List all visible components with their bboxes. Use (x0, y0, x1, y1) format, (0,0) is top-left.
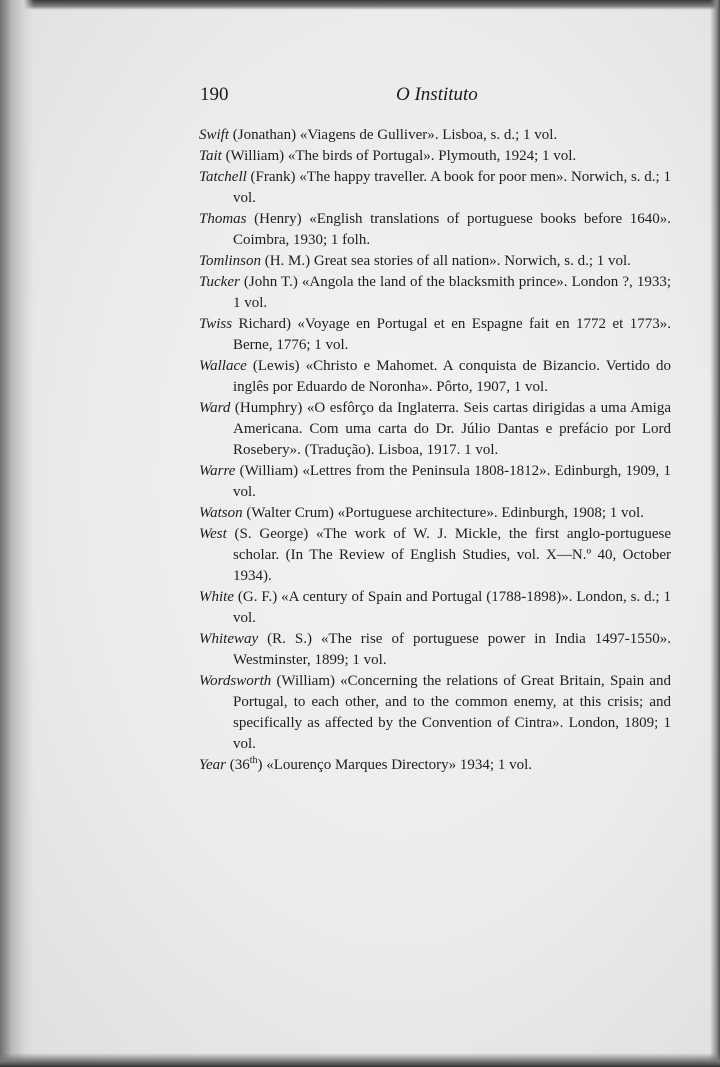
bibliography-entry (199, 629, 671, 671)
entry-author: Tucker (199, 274, 240, 290)
entry-author: Watson (199, 505, 243, 521)
entry-details: (Lewis) «Christo e Mahomet. A conquista de Bizancio. Vertido do inglês por Eduardo de Noronha». Pôrto, 1907, 1 vol. (233, 358, 671, 395)
entry-details: (H. M.) Great sea stories of all nation». Norwich, s. d.; 1 vol. (260, 253, 631, 269)
entry-details: (William) «Lettres from the Peninsula 1808-1812». Edinburgh, 1909, 1 vol. (233, 463, 671, 500)
entry-author: Swift (199, 127, 230, 143)
running-title: O Instituto (396, 84, 478, 105)
ordinal-suffix: th (249, 755, 258, 766)
entry-details: (Jonathan) «Viagens de Gulliver». Lisboa, s. d.; 1 vol. (229, 127, 558, 143)
entry-details: Richard) «Voyage en Portugal et en Espagne fait en 1772 et 1773». Berne, 1776; 1 vol. (232, 316, 671, 353)
entry-author: White (199, 589, 234, 605)
entry-details: (William) «The birds of Portugal». Plymouth, 1924; 1 vol. (221, 148, 577, 164)
page-number: 190 (200, 84, 229, 105)
scan-edge-bottom (0, 1053, 720, 1067)
bibliography-entry (199, 671, 671, 755)
entry-details-pre: (36 (225, 757, 250, 773)
entry-details: (Humphry) «O esfôrço da Inglaterra. Seis cartas dirigidas a uma Amiga Americana. Com uma carta do Dr. Júlio Dantas e prefácio por Lord Rosebery». (Tradução). Lisboa, 1917. 1 vol. (230, 400, 671, 458)
scan-edge-left (0, 0, 34, 1067)
entry-details-post: ) «Lourenço Marques Directory» 1934; 1 vol. (257, 757, 533, 773)
bibliography-entry (199, 755, 671, 776)
bibliography-entry (199, 524, 671, 587)
bibliography-entry (199, 251, 671, 272)
scan-edge-top (0, 0, 720, 10)
entry-details: (S. George) «The work of W. J. Mickle, the first anglo-portuguese scholar. (In The Review of English Studies, vol. X—N.º 40, October 1934). (226, 526, 671, 584)
bibliography-entry (199, 398, 671, 461)
entry-author: Twiss (199, 316, 233, 332)
bibliography-list (199, 125, 671, 776)
entry-author: Ward (199, 400, 231, 416)
bibliography-entry (199, 587, 671, 629)
bibliography-entry (199, 272, 671, 314)
entry-details: (Henry) «English translations of portuguese books before 1640». Coimbra, 1930; 1 folh. (233, 211, 671, 248)
entry-details: (Walter Crum) «Portuguese architecture». Edinburgh, 1908; 1 vol. (242, 505, 644, 521)
entry-details: (William) «Concerning the relations of Great Britain, Spain and Portugal, to each other, and to the common enemy, at this crisis; and specifically as affected by the Convention of Cintra». London, 1809; 1 vol. (233, 673, 671, 752)
entry-details (226, 757, 532, 773)
entry-author: Tait (199, 148, 222, 164)
entry-author: Warre (199, 463, 236, 479)
entry-author: Wallace (199, 358, 247, 374)
bibliography-entry (199, 125, 671, 146)
entry-author: Tatchell (199, 169, 247, 185)
bibliography-entry (199, 461, 671, 503)
entry-author: West (199, 526, 227, 542)
entry-author: Wordsworth (199, 673, 272, 689)
scan-edge-right (710, 0, 720, 1067)
entry-author: Tomlinson (199, 253, 261, 269)
bibliography-entry (199, 356, 671, 398)
bibliography-entry (199, 314, 671, 356)
bibliography-entry (199, 167, 671, 209)
bibliography-entry (199, 146, 671, 167)
entry-author: Whiteway (199, 631, 259, 647)
entry-author: Thomas (199, 211, 247, 227)
entry-details: (R. S.) «The rise of portuguese power in India 1497-1550». Westminster, 1899; 1 vol. (233, 631, 671, 668)
entry-details: (John T.) «Angola the land of the blacksmith prince». London ?, 1933; 1 vol. (233, 274, 671, 311)
bibliography-entry (199, 209, 671, 251)
bibliography-entry (199, 503, 671, 524)
entry-details: (G. F.) «A century of Spain and Portugal (1788-1898)». London, s. d.; 1 vol. (233, 589, 671, 626)
entry-author: Year (199, 757, 226, 773)
entry-details: (Frank) «The happy traveller. A book for poor men». Norwich, s. d.; 1 vol. (233, 169, 671, 206)
